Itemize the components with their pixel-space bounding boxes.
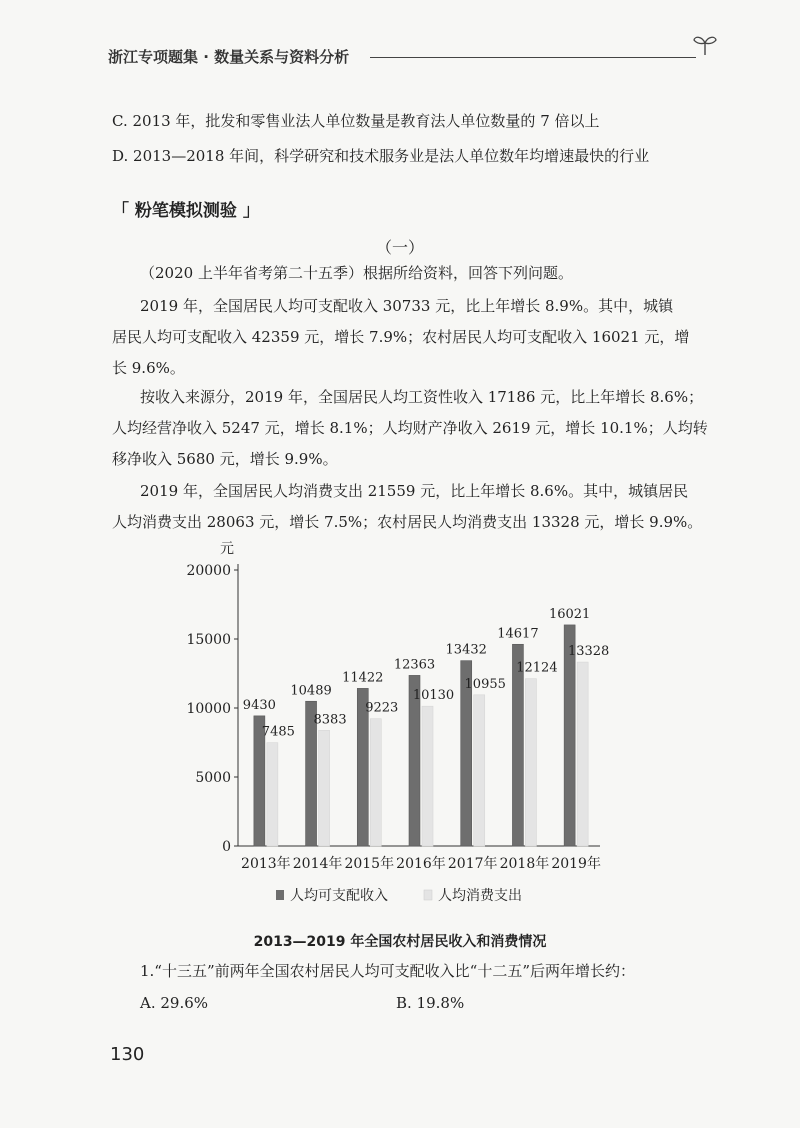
data-label-income: 14617 bbox=[497, 626, 539, 642]
header-rule bbox=[370, 57, 696, 58]
bar-consumption bbox=[474, 695, 485, 846]
bar-consumption bbox=[267, 743, 278, 846]
data-label-income: 9430 bbox=[242, 697, 276, 713]
x-tick-label: 2015年 bbox=[344, 856, 395, 872]
data-label-consumption: 8383 bbox=[313, 712, 347, 728]
para3-line1: 2019 年，全国居民人均消费支出 21559 元，比上年增长 8.6%。其中，城镇居民 bbox=[140, 482, 689, 500]
group-label: （一） bbox=[375, 238, 424, 257]
para1-line1: 2019 年，全国居民人均可支配收入 30733 元，比上年增长 8.9%。其中，城镇 bbox=[140, 297, 674, 315]
bar-consumption bbox=[577, 662, 588, 846]
y-tick-label: 5000 bbox=[195, 770, 231, 786]
sprout-icon bbox=[692, 34, 718, 56]
running-header bbox=[108, 46, 710, 70]
y-tick-label: 0 bbox=[222, 839, 231, 855]
x-tick-label: 2018年 bbox=[499, 856, 550, 872]
data-label-consumption: 13328 bbox=[567, 644, 610, 660]
bar-consumption bbox=[422, 706, 433, 846]
legend-swatch-consumption bbox=[424, 890, 432, 900]
x-tick-label: 2013年 bbox=[241, 856, 291, 872]
para2-line2: 人均经营净收入 5247 元，增长 8.1%；人均财产净收入 2619 元，增长 10.1%；人均转 bbox=[112, 419, 708, 437]
y-axis-unit: 元 bbox=[220, 541, 234, 557]
bar-consumption bbox=[319, 730, 330, 846]
y-tick-label: 15000 bbox=[186, 632, 231, 648]
data-label-consumption: 7485 bbox=[261, 724, 295, 740]
x-tick-label: 2014年 bbox=[292, 856, 343, 872]
data-label-consumption: 10130 bbox=[412, 688, 455, 704]
data-label-income: 11422 bbox=[342, 670, 384, 686]
question1-option-b: B. 19.8% bbox=[396, 994, 465, 1012]
x-tick-label: 2016年 bbox=[396, 856, 446, 872]
question1-stem: 1.“十三五”前两年全国农村居民人均可支配收入比“十二五”后两年增长约： bbox=[140, 962, 635, 980]
bar-chart bbox=[0, 535, 800, 915]
x-tick-label: 2019年 bbox=[551, 856, 601, 872]
data-label-income: 10489 bbox=[290, 683, 332, 699]
header-title: 浙江专项题集 · 数量关系与资料分析 bbox=[108, 48, 350, 66]
option-c-prev: C. 2013 年，批发和零售业法人单位数量是教育法人单位数量的 7 倍以上 bbox=[112, 112, 600, 130]
x-tick-label: 2017年 bbox=[447, 856, 498, 872]
para2-line3: 移净收入 5680 元，增长 9.9%。 bbox=[112, 450, 338, 468]
y-tick-label: 20000 bbox=[186, 563, 231, 579]
section-title: 「 粉笔模拟测验 」 bbox=[112, 201, 260, 221]
page-number: 130 bbox=[110, 1044, 145, 1065]
bar-consumption bbox=[370, 719, 381, 846]
legend-swatch-income bbox=[276, 890, 284, 900]
y-tick-label: 10000 bbox=[186, 701, 231, 717]
data-label-income: 16021 bbox=[548, 606, 591, 622]
bar-consumption bbox=[525, 679, 536, 846]
para2-line1: 按收入来源分，2019 年，全国居民人均工资性收入 17186 元，比上年增长 8.6%； bbox=[140, 388, 704, 406]
para3-line2: 人均消费支出 28063 元，增长 7.5%；农村居民人均消费支出 13328 元，增长 9.9%。 bbox=[112, 513, 703, 531]
chart-title: 2013—2019 年全国农村居民收入和消费情况 bbox=[253, 934, 547, 950]
legend-label-income: 人均可支配收入 bbox=[290, 888, 388, 904]
legend-label-consumption: 人均消费支出 bbox=[438, 888, 522, 904]
data-label-income: 13432 bbox=[445, 642, 487, 658]
data-label-consumption: 12124 bbox=[516, 660, 558, 676]
para1-line3: 长 9.6%。 bbox=[112, 359, 185, 377]
option-d-prev: D. 2013—2018 年间，科学研究和技术服务业是法人单位数年均增速最快的行业 bbox=[112, 147, 650, 165]
question1-option-a: A. 29.6% bbox=[140, 994, 209, 1012]
data-label-income: 12363 bbox=[393, 657, 436, 673]
data-label-consumption: 10955 bbox=[464, 676, 506, 692]
intro-text: （2020 上半年省考第二十五季）根据所给资料，回答下列问题。 bbox=[140, 264, 573, 282]
data-label-consumption: 9223 bbox=[365, 700, 399, 716]
para1-line2: 居民人均可支配收入 42359 元，增长 7.9%；农村居民人均可支配收入 16021 元，增 bbox=[112, 328, 690, 346]
